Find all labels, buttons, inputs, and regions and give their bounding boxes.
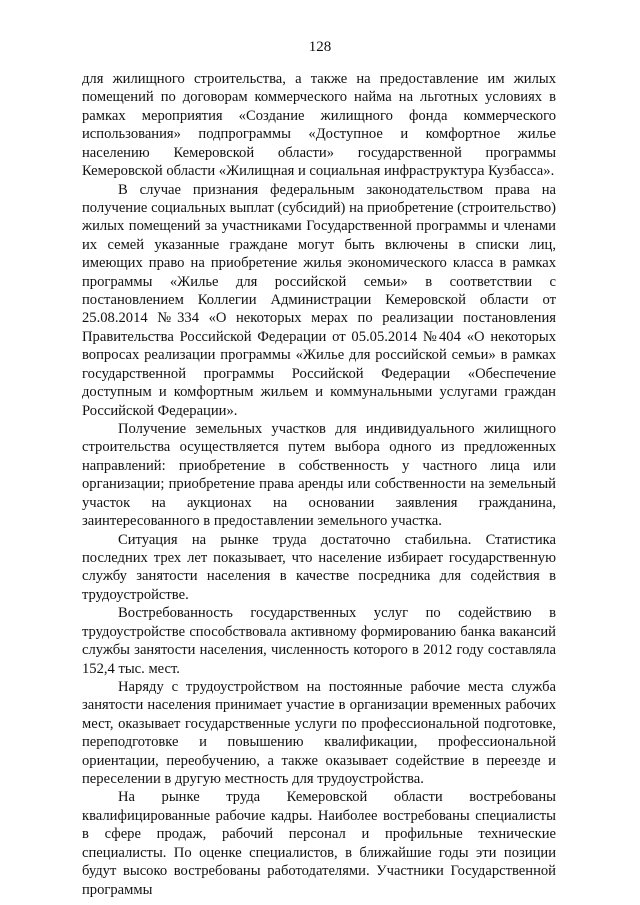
paragraph-labor-market-situation: Ситуация на рынке труда достаточно стабильна. Статистика последних трех лет показывает, что население избирает государственную службу занятости населения в качестве посредника для содействия в трудоустройстве. xyxy=(82,531,556,603)
paragraph-employment-services-demand: Востребованность государственных услуг по содействию в трудоустройстве способствовала активному формированию банка вакансий службы занятости населения, численность которого в 2012 году составляла 152,4 тыс. мест. xyxy=(82,605,556,677)
page-number: 128 xyxy=(308,39,332,55)
document-body xyxy=(82,70,556,899)
paragraph-qualified-workers: На рынке труда Кемеровской области востребованы квалифицированные рабочие кадры. Наиболее востребованы специалисты в сфере продаж, рабочий персонал и профильные технические специалисты. По оценке специалистов, в ближайшие годы эти позиции будут высоко востребованы работодателями. Участники Государственной программы xyxy=(82,789,556,898)
paragraph-land-plots: Получение земельных участков для индивидуального жилищного строительства осуществляется путем выбора одного из предложенных направлений: приобретение в собственность у частного лица или организации; приобретение права аренды или собственности на земельный участок на аукционах на основании заявления гражданина, заинтересованного в предоставлении земельного участка. xyxy=(82,421,556,530)
paragraph-housing-commercial-rent: для жилищного строительства, а также на предоставление им жилых помещений по договорам коммерческого найма на льготных условиях в рамках мероприятия «Создание жилищного фонда коммерческого использования» подпрограммы «Доступное и комфортное жилье населению Кемеровской области» государственной программы Кемеровской области «Жилищная и социальная инфраструктура Кузбасса». xyxy=(82,71,556,180)
paragraph-temporary-jobs: Наряду с трудоустройством на постоянные рабочие места служба занятости населения принимает участие в организации временных рабочих мест, оказывает государственные услуги по профессиональной подготовке, переподготовке и повышению квалификации, профессиональной ориентации, переобучению, а также оказывает содействие в переезде и переселении в другую местность для трудоустройства. xyxy=(82,678,556,788)
paragraph-social-payments: В случае признания федеральным законодательством права на получение социальных выплат (субсидий) на приобретение (строительство) жилых помещений за участниками Государственной программы и членами их семей указанные граждане могут быть включены в списки лиц, имеющих право на приобретение жилья экономического класса в рамках программы «Жилье для российской семьи» в соответствии с постановлением Коллегии Администрации Кемеровской области от 25.08.2014 №334 «О некоторых мерах по реализации постановления Правительства Российской Федерации от 05.05.2014 №404 «О некоторых вопросах реализации программы «Жилье для российской семьи» в рамках государственной программы Российской Федерации «Обеспечение доступным и комфортным жильем и коммунальными услугами граждан Российской Федерации». xyxy=(82,181,556,419)
